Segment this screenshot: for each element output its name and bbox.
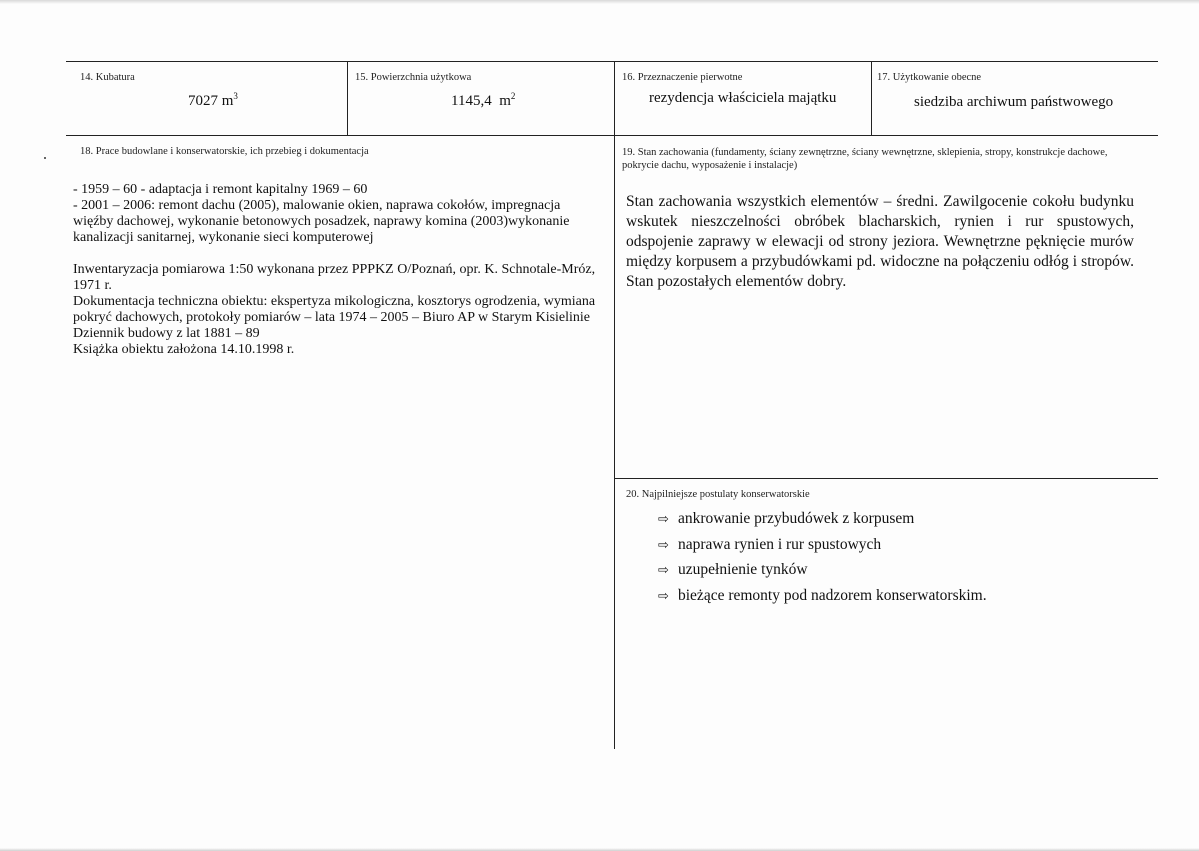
documentation-item: Inwentaryzacja pomiarowa 1:50 wykonana przez PPPKZ O/Poznań, opr. K. Schnotale-Mróz, 1971 r.	[73, 262, 596, 293]
top-border	[66, 61, 1158, 62]
arrow-right-icon: ⇨	[658, 537, 669, 553]
przeznaczenie-label: 16. Przeznaczenie pierwotne	[622, 72, 743, 83]
documentation-item: Dokumentacja techniczna obiektu: ekspertyza mikologiczna, kosztorys ogrodzenia, wymiana pokryć dachowych, protokoły pomiarów – lata 1974 – 2005 – Biuro AP w Starym Kisielinie	[73, 294, 596, 325]
section-19-20-divider	[614, 478, 1158, 479]
column-divider-16-17	[871, 61, 872, 135]
arrow-right-icon: ⇨	[658, 512, 669, 527]
stan-zachowania-text: Stan zachowania wszystkich elementów – średni. Zawilgocenie cokołu budynku wskutek nieszczelności obróbek blacharskich, rynien i rur spustowych, odspojenie zaprawy w elewacji od strony jeziora. Wewnętrzne pęknięcie murów między korpusem a przybudówkami pd. widoczne na połączeniu odłóg i stropów. Stan pozostałych elementów dobry.	[626, 193, 1134, 290]
postulat-item: ⇨ uzupełnienie tynków	[658, 560, 987, 586]
kubatura-value: 7027 $m^3$	[188, 91, 238, 109]
stan-zachowania-label-cont: pokrycie dachu, wyposażenie i instalacje)	[622, 160, 798, 171]
documentation-item: Dziennik budowy z lat 1881 – 89	[73, 326, 260, 341]
works-list	[73, 182, 603, 246]
postulaty-label: 20. Najpilniejsze postulaty konserwatorskie	[626, 489, 810, 500]
row-divider	[66, 135, 1158, 136]
scan-edge-top	[0, 0, 1199, 4]
works-item: - 1959 – 60 - adaptacja i remont kapitalny 1969 – 60	[73, 182, 368, 197]
postulat-item: ⇨ naprawa rynien i rur spustowych	[658, 535, 987, 561]
postulaty-list	[658, 509, 987, 611]
prace-budowlane-label: 18. Prace budowlane i konserwatorskie, ich przebieg i dokumentacja	[80, 146, 369, 157]
postulat-item: ⇨ bieżące remonty pod nadzorem konserwatorskim.	[658, 586, 987, 612]
stan-zachowania-label: 19. Stan zachowania (fundamenty, ściany zewnętrzne, ściany wewnętrzne, sklepienia, stropy, konstrukcje dachowe,	[622, 147, 1108, 158]
scan-speck	[44, 157, 46, 159]
przeznaczenie-value: rezydencja właściciela majątku	[649, 90, 837, 106]
postulat-item: ⇨ ankrowanie przybudówek z korpusem	[658, 509, 987, 535]
arrow-right-icon: ⇨	[658, 588, 669, 604]
uzytkowanie-label: 17. Użytkowanie obecne	[877, 72, 982, 83]
kubatura-label: 14. Kubatura	[80, 72, 135, 83]
column-divider-main	[614, 61, 615, 749]
documentation-list	[73, 262, 603, 358]
powierzchnia-value: 1145,4 $m^2$	[451, 91, 516, 109]
powierzchnia-label: 15. Powierzchnia użytkowa	[355, 72, 472, 83]
uzytkowanie-value: siedziba archiwum państwowego	[914, 94, 1114, 110]
works-item: - 2001 – 2006: remont dachu (2005), malowanie okien, naprawa cokołów, impregnacja więźby dachowej, wykonanie betonowych posadzek, naprawy komina (2003)wykonanie kanalizacji sanitarnej, wykonanie sieci komputerowej	[73, 198, 570, 245]
arrow-right-icon: ⇨	[658, 563, 669, 578]
documentation-item: Książka obiektu założona 14.10.1998 r.	[73, 342, 295, 357]
column-divider-14-15	[347, 61, 348, 135]
